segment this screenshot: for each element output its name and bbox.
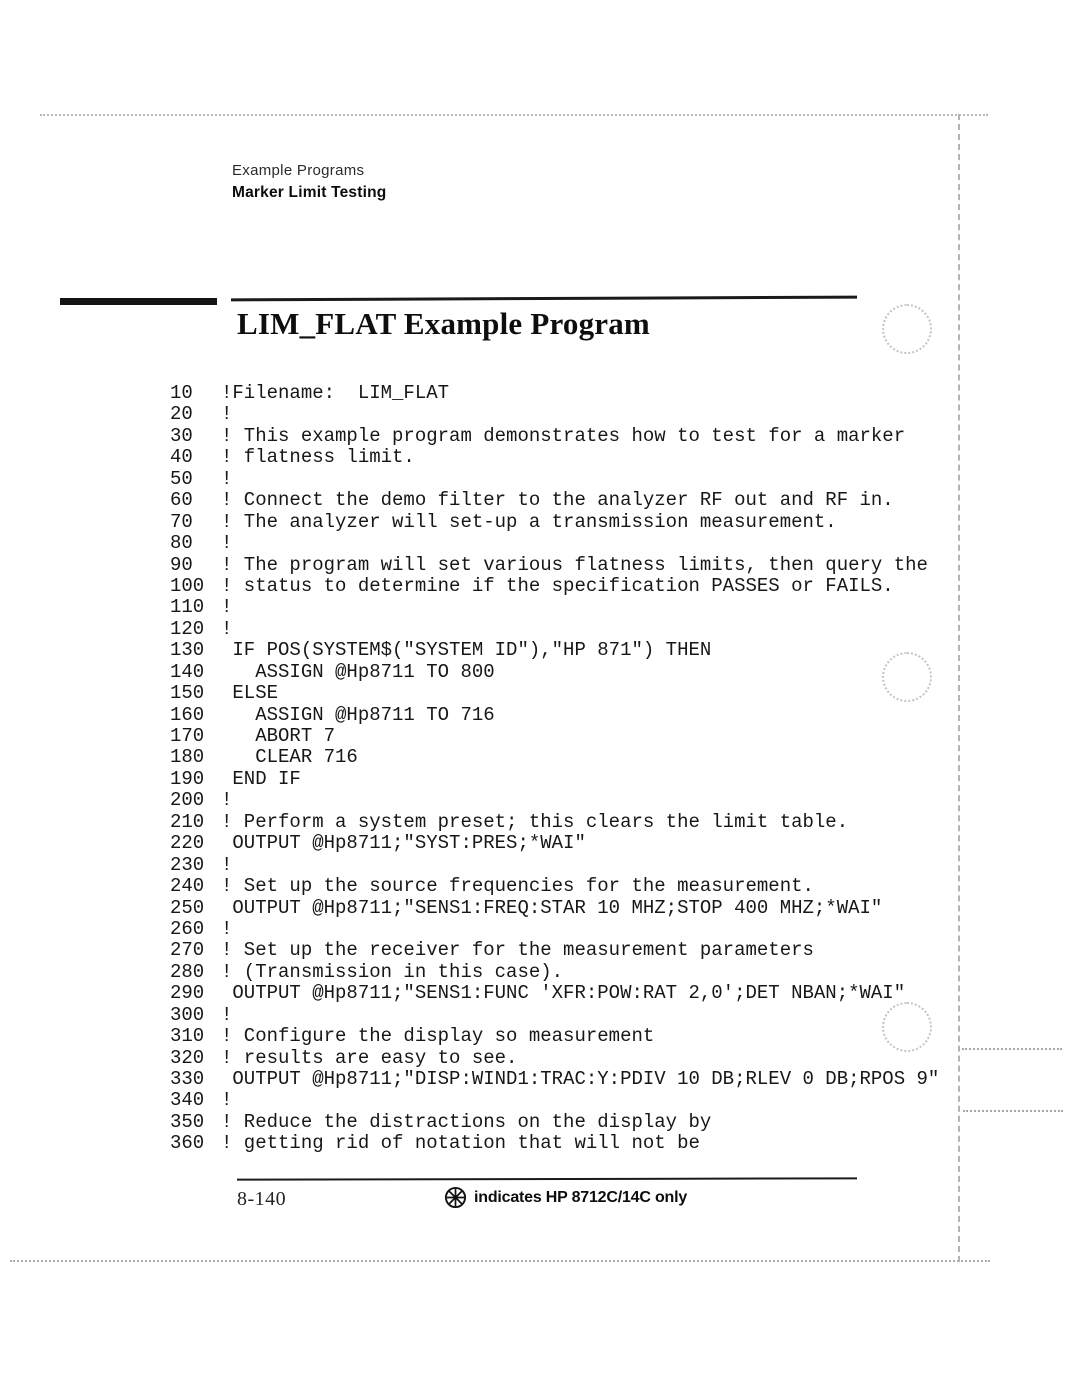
listing-line-code: ! Perform a system preset; this clears the limit table.: [221, 810, 849, 833]
listing-line-code: !: [221, 532, 233, 555]
listing-line-code: ASSIGN @Hp8711 TO 716: [221, 703, 495, 726]
listing-line: [170, 640, 990, 661]
listing-line: [170, 490, 990, 511]
listing-line: [170, 1112, 990, 1133]
listing-line: [170, 833, 990, 854]
listing-line-code: !: [221, 617, 233, 640]
listing-line-number: 290: [170, 982, 205, 1005]
listing-line-code: OUTPUT @Hp8711;"SYST:PRES;*WAI": [221, 832, 586, 855]
listing-line: [170, 469, 990, 490]
title-left-bar: [60, 298, 217, 305]
listing-line: [170, 1048, 990, 1069]
page-number: 8-140: [237, 1188, 287, 1210]
listing-line: [170, 705, 990, 726]
listing-line-code: OUTPUT @Hp8711;"DISP:WIND1:TRAC:Y:PDIV 10 DB;RLEV 0 DB;RPOS 9": [221, 1068, 940, 1090]
listing-line: [170, 940, 990, 961]
program-listing: [170, 383, 990, 1155]
listing-line: [170, 683, 990, 704]
section-title: Marker Limit Testing: [232, 183, 387, 201]
listing-line-code: ASSIGN @Hp8711 TO 800: [221, 660, 495, 683]
listing-line-number: 110: [170, 596, 205, 619]
listing-line: [170, 812, 990, 833]
page-header: [232, 160, 386, 204]
hole-punch-mark: [882, 304, 932, 354]
listing-line: [170, 726, 990, 747]
listing-line: [170, 983, 990, 1004]
listing-line-number: 140: [170, 660, 205, 683]
listing-line-code: !: [221, 917, 233, 940]
listing-line-number: 150: [170, 682, 205, 705]
listing-line-code: ! (Transmission in this case).: [221, 960, 564, 983]
scan-perforation-bottom: [10, 1260, 990, 1262]
listing-line: [170, 747, 990, 768]
listing-line-code: !Filename: LIM_FLAT: [221, 382, 450, 404]
listing-line-code: OUTPUT @Hp8711;"SENS1:FUNC 'XFR:POW:RAT 2,0';DET NBAN;*WAI": [221, 982, 906, 1005]
listing-line-code: ! getting rid of notation that will not be: [221, 1132, 700, 1155]
listing-line-number: 50: [170, 467, 193, 490]
listing-line: [170, 769, 990, 790]
listing-line-number: 220: [170, 832, 205, 855]
listing-line-number: 130: [170, 639, 205, 662]
listing-line-number: 230: [170, 853, 205, 876]
listing-line-code: ! status to determine if the specification PASSES or FAILS.: [221, 574, 894, 597]
listing-line-number: 340: [170, 1089, 205, 1112]
listing-line-number: 320: [170, 1046, 205, 1069]
listing-line-code: ! The program will set various flatness limits, then query the: [221, 553, 928, 576]
listing-line-number: 180: [170, 746, 205, 769]
listing-line-number: 60: [170, 489, 193, 512]
listing-line-code: END IF: [221, 767, 301, 790]
listing-line-code: !: [221, 467, 233, 490]
listing-line-number: 360: [170, 1132, 205, 1155]
listing-line: [170, 662, 990, 683]
listing-line-code: IF POS(SYSTEM$("SYSTEM ID"),"HP 871") THEN: [221, 639, 712, 662]
listing-line-code: ELSE: [221, 682, 279, 705]
listing-line: [170, 1005, 990, 1026]
listing-line: [170, 1069, 990, 1090]
listing-line: [170, 512, 990, 533]
listing-line: [170, 962, 990, 983]
listing-line-number: 200: [170, 789, 205, 812]
breadcrumb: Example Programs: [232, 162, 365, 179]
listing-line-number: 10: [170, 382, 193, 404]
listing-line-number: 210: [170, 810, 205, 833]
listing-line-code: !: [221, 403, 233, 426]
footer-note: [444, 1186, 687, 1209]
footer-rule: [237, 1177, 857, 1180]
listing-line: [170, 426, 990, 447]
listing-line-number: 100: [170, 574, 205, 597]
listing-line: [170, 898, 990, 919]
listing-line: [170, 533, 990, 554]
listing-line-number: 270: [170, 939, 205, 962]
listing-line-number: 80: [170, 532, 193, 555]
listing-line-code: ! results are easy to see.: [221, 1046, 518, 1069]
listing-line-code: ! flatness limit.: [221, 446, 415, 469]
listing-line-code: ! Set up the source frequencies for the measurement.: [221, 875, 814, 898]
listing-line-code: ! Set up the receiver for the measurement parameters: [221, 939, 814, 962]
listing-line-code: ! This example program demonstrates how to test for a marker: [221, 424, 906, 447]
circled-asterisk-icon: [444, 1186, 467, 1209]
listing-line: [170, 790, 990, 811]
listing-line-number: 330: [170, 1068, 205, 1090]
listing-line-code: CLEAR 716: [221, 746, 358, 769]
footer-note-text: indicates HP 8712C/14C only: [474, 1188, 688, 1206]
listing-line-code: ! Connect the demo filter to the analyzer RF out and RF in.: [221, 489, 894, 512]
listing-line-code: !: [221, 1089, 233, 1112]
listing-line-code: OUTPUT @Hp8711;"SENS1:FREQ:STAR 10 MHZ;STOP 400 MHZ;*WAI": [221, 896, 883, 919]
listing-line-code: !: [221, 789, 233, 812]
listing-line-code: ! Configure the display so measurement: [221, 1025, 655, 1048]
listing-line: [170, 555, 990, 576]
listing-line-code: ABORT 7: [221, 725, 336, 747]
listing-line-number: 250: [170, 896, 205, 919]
listing-line-number: 30: [170, 424, 193, 447]
listing-line: [170, 1026, 990, 1047]
title-rule: [231, 296, 857, 302]
listing-line: [170, 447, 990, 468]
listing-line: [170, 876, 990, 897]
listing-line: [170, 855, 990, 876]
listing-line-number: 300: [170, 1003, 205, 1026]
listing-line-number: 120: [170, 617, 205, 640]
listing-line-number: 260: [170, 917, 205, 940]
listing-line-code: !: [221, 853, 233, 876]
listing-line-number: 160: [170, 703, 205, 726]
listing-line: [170, 576, 990, 597]
listing-line: [170, 383, 990, 404]
listing-line: [170, 619, 990, 640]
listing-line-number: 40: [170, 446, 193, 469]
listing-line-number: 20: [170, 403, 193, 426]
listing-line-code: !: [221, 596, 233, 619]
listing-line-number: 350: [170, 1110, 205, 1133]
listing-line-code: ! The analyzer will set-up a transmission measurement.: [221, 510, 837, 533]
page-title: LIM_FLAT Example Program: [237, 306, 650, 341]
listing-line: [170, 597, 990, 618]
listing-line-number: 70: [170, 510, 193, 533]
listing-line-number: 170: [170, 725, 205, 747]
listing-line-number: 310: [170, 1025, 205, 1048]
listing-line: [170, 1133, 990, 1154]
listing-line-code: !: [221, 1003, 233, 1026]
listing-line: [170, 404, 990, 425]
scan-perforation-top: [40, 114, 988, 116]
listing-line-number: 240: [170, 875, 205, 898]
listing-line-code: ! Reduce the distractions on the display by: [221, 1110, 712, 1133]
listing-line-number: 280: [170, 960, 205, 983]
listing-line: [170, 1090, 990, 1111]
listing-line-number: 90: [170, 553, 193, 576]
listing-line: [170, 919, 990, 940]
listing-line-number: 190: [170, 767, 205, 790]
